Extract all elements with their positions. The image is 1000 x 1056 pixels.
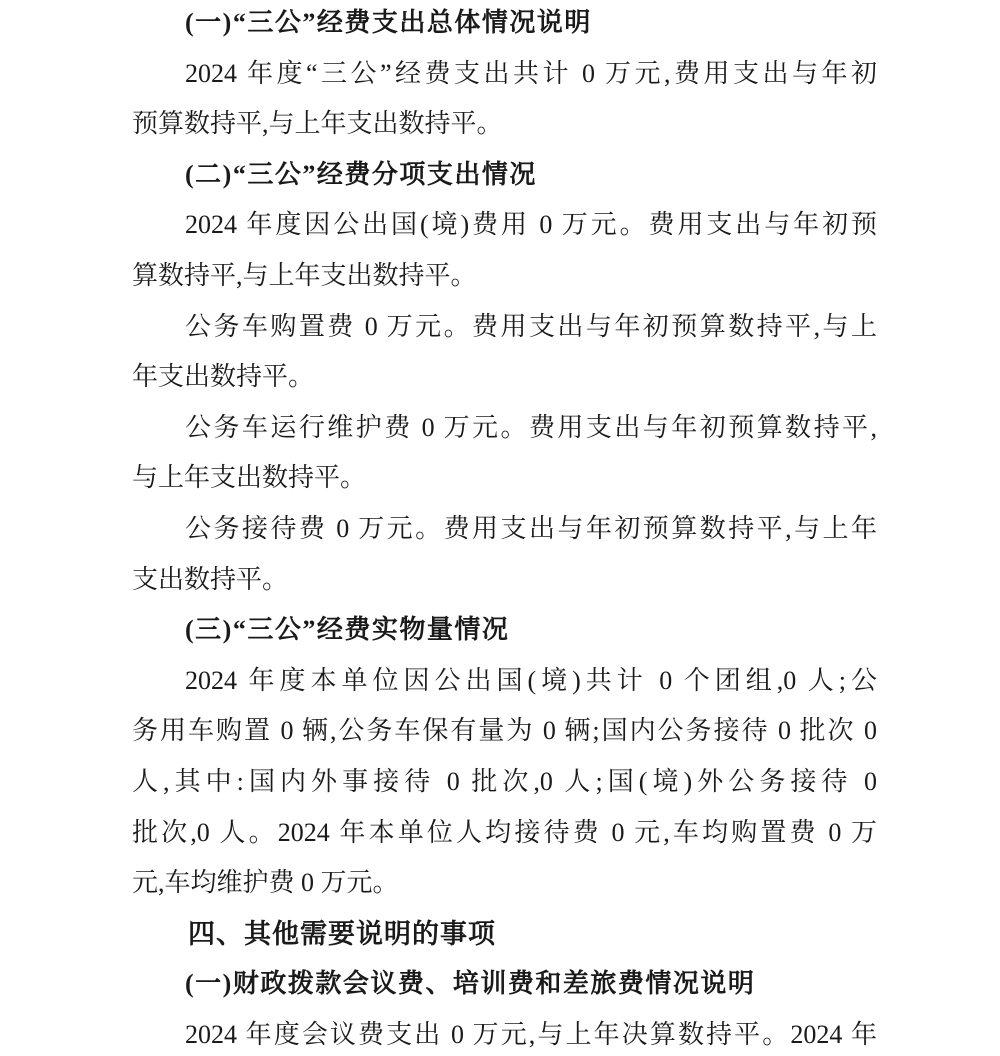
body-line-vehicle-maintenance-1: 公务车运行维护费 0 万元。费用支出与年初预算数持平, (185, 412, 877, 442)
subsection-heading-3-physical-volume: (三)“三公”经费实物量情况 (185, 615, 510, 645)
subsection-heading-1-sanggong-overall: (一)“三公”经费支出总体情况说明 (185, 8, 592, 37)
body-line-vehicle-maintenance-2: 与上年支出数持平。 (132, 463, 367, 493)
body-line-abroad-2: 算数持平,与上年支出数持平。 (132, 260, 477, 290)
body-line-volume-1: 2024 年度本单位因公出国(境)共计 0 个团组,0 人;公 (185, 665, 877, 695)
body-line-vehicle-purchase-1: 公务车购置费 0 万元。费用支出与年初预算数持平,与上 (185, 311, 877, 341)
body-line-overall-2: 预算数持平,与上年支出数持平。 (132, 109, 503, 139)
body-line-reception-1: 公务接待费 0 万元。费用支出与年初预算数持平,与上年 (185, 513, 877, 543)
body-line-overall-1: 2024 年度“三公”经费支出共计 0 万元,费用支出与年初 (185, 58, 877, 88)
body-line-reception-2: 支出数持平。 (132, 564, 289, 594)
body-line-abroad-1: 2024 年度因公出国(境)费用 0 万元。费用支出与年初预 (185, 210, 877, 240)
body-line-volume-4: 批次,0 人。2024 年本单位人均接待费 0 元,车均购置费 0 万 (132, 817, 877, 847)
body-line-volume-5: 元,车均维护费 0 万元。 (132, 868, 399, 898)
subsection-heading-4-1-meeting-fees: (一)财政拨款会议费、培训费和差旅费情况说明 (185, 969, 756, 999)
body-line-meeting-fees-1: 2024 年度会议费支出 0 万元,与上年决算数持平。2024 年 (185, 1019, 877, 1049)
body-line-volume-3: 人,其中:国内外事接待 0 批次,0 人;国(境)外公务接待 0 (132, 766, 877, 796)
subsection-heading-2-itemized: (二)“三公”经费分项支出情况 (185, 159, 537, 189)
body-line-vehicle-purchase-2: 年支出数持平。 (132, 362, 315, 392)
body-line-volume-2: 务用车购置 0 辆,公务车保有量为 0 辆;国内公务接待 0 批次 0 (132, 716, 877, 746)
section-heading-4-other-matters: 四、其他需要说明的事项 (188, 918, 496, 949)
document-text-column (132, 0, 877, 1056)
